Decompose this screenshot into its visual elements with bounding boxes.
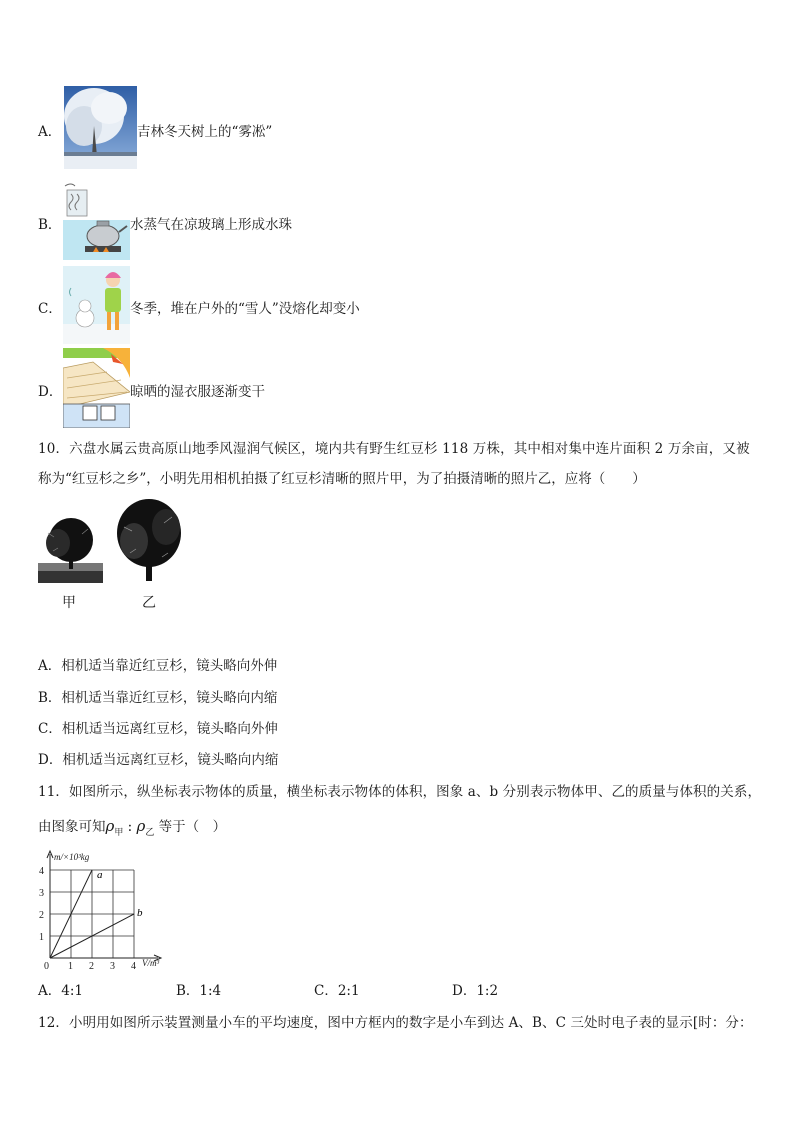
q11-option-c: C．2:1 bbox=[314, 983, 360, 999]
y-tick-4: 4 bbox=[39, 866, 44, 877]
q11-option-d: D．1:2 bbox=[452, 983, 499, 999]
q10-stem-line1: 10．六盘水属云贵高原山地季风湿润气候区，境内共有野生红豆杉 118 万株，其中相对集中连片面积 2 万余亩，又被 bbox=[38, 441, 750, 457]
q9-option-d-letter: D． bbox=[38, 384, 63, 400]
kettle-steam-glass bbox=[63, 180, 130, 260]
y-tick-3: 3 bbox=[39, 888, 44, 899]
q10-option-d: D．相机适当远离红豆杉，镜头略向内缩 bbox=[38, 752, 279, 768]
q10-option-a: A．相机适当靠近红豆杉，镜头略向外伸 bbox=[38, 658, 278, 674]
child-snowman bbox=[63, 266, 130, 344]
y-tick-1: 1 bbox=[39, 932, 44, 943]
y-axis-label: m/×10³kg bbox=[54, 852, 90, 862]
q9-option-d-text: 晾晒的湿衣服逐渐变干 bbox=[130, 384, 265, 400]
tree-photo-yi bbox=[116, 497, 183, 583]
q11-option-a: A．4:1 bbox=[38, 983, 83, 999]
grid bbox=[50, 870, 134, 958]
drying-clothes bbox=[63, 348, 130, 428]
q9-option-b-text: 水蒸气在凉玻璃上形成水珠 bbox=[130, 217, 292, 233]
q10-stem-line2: 称为“红豆杉之乡”，小明先用相机拍摄了红豆杉清晰的照片甲，为了拍摄清晰的照片乙，应将（ ） bbox=[38, 471, 646, 487]
x-tick-4: 4 bbox=[131, 961, 136, 970]
mass-volume-graph bbox=[30, 848, 170, 970]
photo-label-yi: 乙 bbox=[142, 595, 156, 611]
q9-option-a-text: 吉林冬天树上的“雾凇” bbox=[137, 124, 273, 140]
q9-option-c-text: 冬季，堆在户外的“雪人”没熔化却变小 bbox=[130, 301, 360, 317]
ratio-colon: : bbox=[123, 819, 137, 835]
series-label-b: b bbox=[137, 907, 143, 919]
x-tick-1: 1 bbox=[68, 961, 73, 970]
q9-option-b-letter: B． bbox=[38, 217, 62, 233]
q11-suffix: 等于（ ） bbox=[154, 819, 227, 835]
photo-label-jia: 甲 bbox=[62, 595, 76, 611]
q9-option-a-letter: A． bbox=[38, 124, 62, 140]
y-tick-2: 2 bbox=[39, 910, 44, 921]
x-axis-label: V/m³ bbox=[142, 958, 160, 968]
q11-stem-line1: 11．如图所示，纵坐标表示物体的质量，横坐标表示物体的体积，图象 a、b 分别表示物体甲、乙的质量与体积的关系， bbox=[38, 784, 762, 800]
q9-option-c-letter: C． bbox=[38, 301, 62, 317]
rho-yi: $\rho_乙$ bbox=[136, 817, 155, 838]
q11-stem-line2 bbox=[38, 815, 226, 838]
x-tick-3: 3 bbox=[110, 961, 115, 970]
x-tick-0: 0 bbox=[44, 961, 49, 970]
q11-option-b: B．1:4 bbox=[176, 983, 222, 999]
q10-option-c: C．相机适当远离红豆杉，镜头略向外伸 bbox=[38, 721, 278, 737]
tree-photo-jia bbox=[38, 513, 103, 583]
q11-prefix: 由图象可知 bbox=[38, 819, 106, 835]
q10-option-b: B．相机适当靠近红豆杉，镜头略向内缩 bbox=[38, 690, 278, 706]
series-label-a: a bbox=[97, 869, 103, 881]
rime-tree-photo bbox=[64, 86, 137, 169]
rho-jia: $\rho_甲$ bbox=[105, 817, 124, 838]
x-tick-2: 2 bbox=[89, 961, 94, 970]
q12-stem-line1: 12．小明用如图所示装置测量小车的平均速度，图中方框内的数字是小车到达 A、B、C 三处时电子表的显示[时：分： bbox=[38, 1015, 753, 1031]
